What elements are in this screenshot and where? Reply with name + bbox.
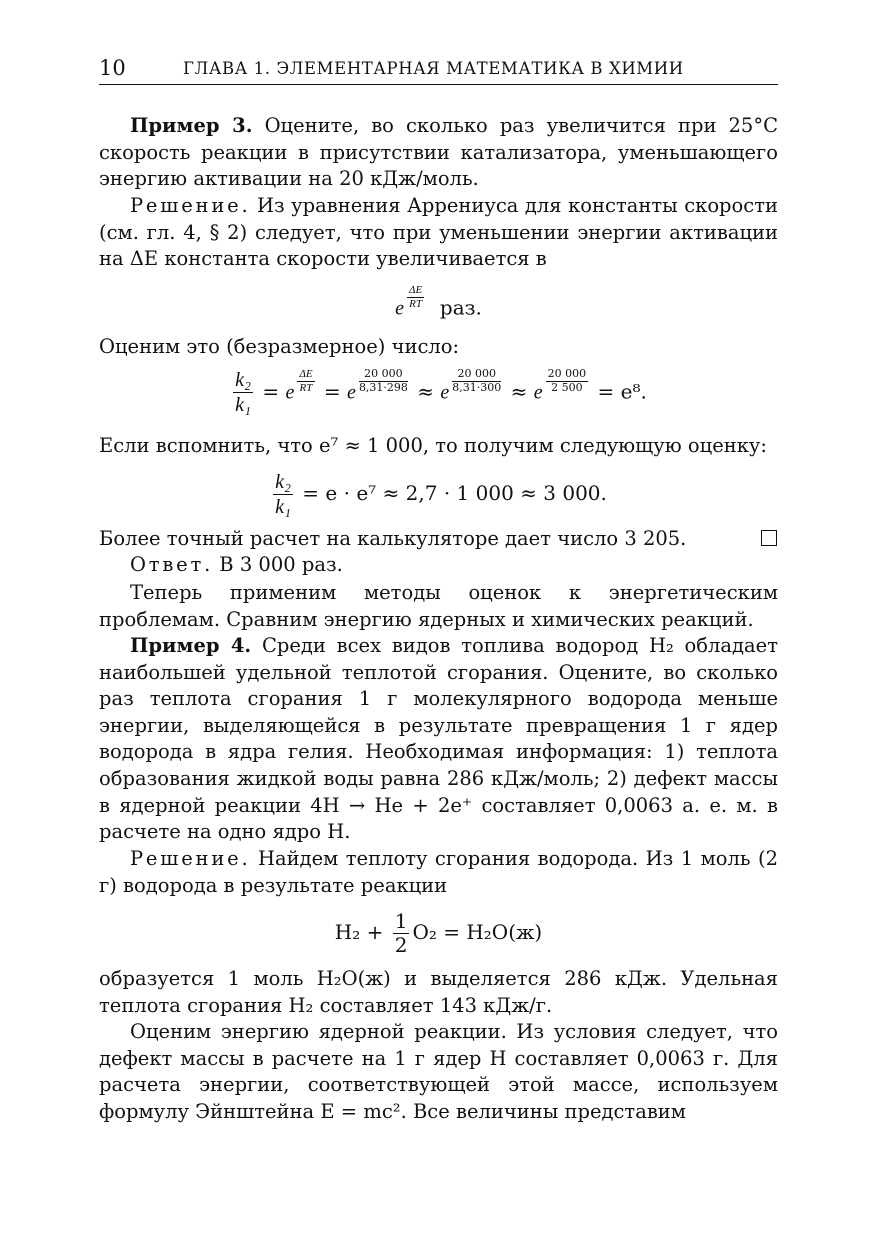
example-3-answer xyxy=(99,552,778,579)
answer-label: Ответ. xyxy=(130,553,214,576)
formula-water-reaction: H₂ + $\frac{1}{2}$ O₂ = H₂O(ж) xyxy=(334,909,543,957)
solution-label-2: Решение. xyxy=(130,847,251,870)
example-3-label: Пример 3. xyxy=(130,114,253,137)
formula-rate-ratio: $\frac{\text{k₂}}{\text{k₁}}$ = e $^{\frac{\Delta E}{RT}}$ = e $^{\frac{20 000}{8,31\cdot 298}}$ ≈ e $^{\frac{20 000}{8,31\cdot 300}}$ ≈ e $^{\frac{20 000}{2 500}}$ = e⁸. xyxy=(235,367,647,417)
formula-estimate: $\frac{\text{k₂}}{\text{k₁}}$ = e · e⁷ ≈ 2,7 · 1 000 ≈ 3 000. xyxy=(275,471,607,518)
example-3-text: Оцените, во сколько раз увеличится при 25°C скорость реакции в присутствии катализатора, уменьшающего энергию активации на 20 кДж/моль. xyxy=(99,114,778,191)
example-4-statement xyxy=(99,633,778,846)
page xyxy=(99,52,779,1123)
running-header xyxy=(99,52,778,85)
example-4-label: Пример 4. xyxy=(130,634,252,657)
nuclear-paragraph: Оценим энергию ядерной реакции. Из условия следует, что дефект массы в расчете на 1 г ядер H составляет 0,0063 г. Для расчета энергии, соответствующей этой массе, используем формулу Эйнштейна E = mc². Все величины представим xyxy=(99,1020,778,1123)
solution-text-2: Найдем теплоту сгорания водорода. Из 1 моль (2 г) водорода в результате реакции xyxy=(99,847,779,897)
estimate-text: Оценим это (безразмерное) число: xyxy=(99,335,460,358)
precise-text: Более точный расчет на калькуляторе дает число 3 205. xyxy=(99,527,687,550)
example-4-solution xyxy=(99,846,778,899)
example-4-text: Среди всех видов топлива водород H₂ обладает наибольшей удельной теплотой сгорания. Оцените, во сколько раз теплота сгорания 1 г молекулярного водорода меньше энергии, выделяющейся в результате превращения 1 г ядер водорода в ядра гелия. Необходимая информация: 1) теплота образования жидкой воды равна 286 кДж/моль; 2) дефект массы в ядерной реакции 4H → He + 2e⁺ составляет 0,0063 а. е. м. в расчете на одно ядро H. xyxy=(99,634,778,844)
recall-text: Если вспомнить, что e⁷ ≈ 1 000, то получим следующую оценку: xyxy=(99,434,767,457)
solution-label: Решение. xyxy=(130,194,251,217)
bridge-paragraph: Теперь применим методы оценок к энергетическим проблемам. Сравним энергию ядерных и химических реакций. xyxy=(99,581,778,631)
solution-text: Из уравнения Аррениуса для константы скорости (см. гл. 4, § 2) следует, что при уменьшении энергии активации на ΔE константа скорости увеличивается в xyxy=(99,194,778,271)
chapter-title: ГЛАВА 1. ЭЛЕМЕНТАРНАЯ МАТЕМАТИКА В ХИМИИ xyxy=(183,59,684,78)
answer-text: В 3 000 раз. xyxy=(219,553,343,576)
page-number: 10 xyxy=(99,56,126,80)
example-3-solution xyxy=(99,193,778,273)
qed-square xyxy=(761,530,777,546)
after-reaction-text: образуется 1 моль H₂O(ж) и выделяется 286 кДж. Удельная теплота сгорания H₂ составляет 143 кДж/г. xyxy=(99,967,778,1017)
example-3-statement xyxy=(99,113,778,193)
formula-exp-factor: e $^{\frac{\Delta E}{RT}}$ раз. xyxy=(395,284,482,320)
